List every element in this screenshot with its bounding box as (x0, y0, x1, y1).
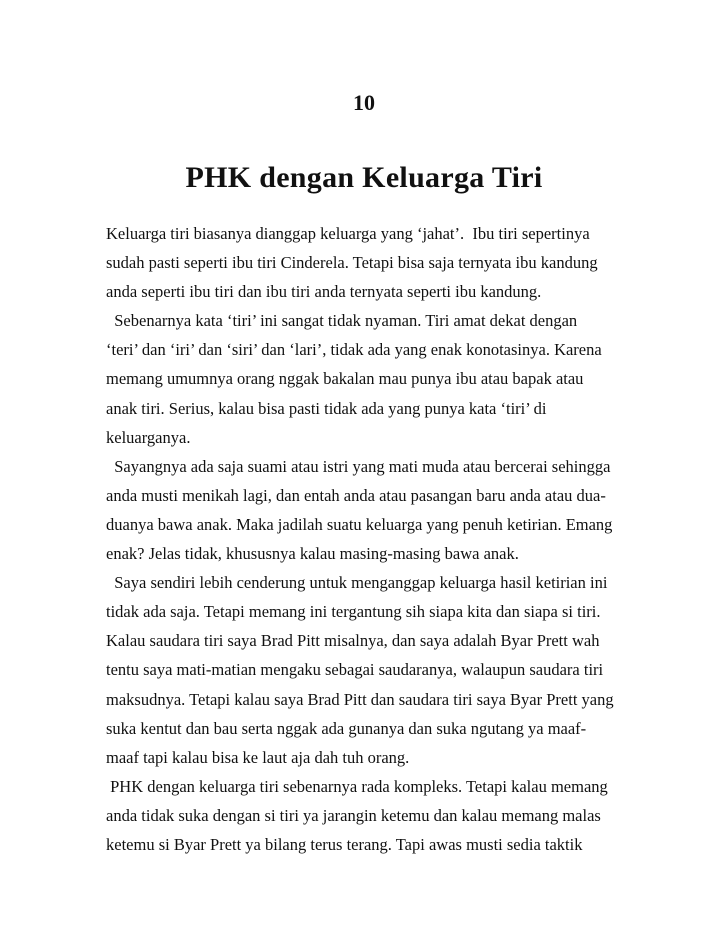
chapter-number (0, 88, 728, 118)
body-text (106, 224, 626, 864)
text-line: PHK dengan keluarga tiri sebenarnya rada kompleks. Tetapi kalau memang (106, 776, 608, 796)
text-line: Sayangnya ada saja suami atau istri yang mati muda atau bercerai sehingga (106, 456, 611, 476)
text-line: maaf tapi kalau bisa ke laut aja dah tuh orang. (106, 747, 410, 767)
text-line: tentu saya mati-matian mengaku sebagai saudaranya, walaupun saudara tiri (106, 660, 604, 680)
text-line: anak tiri. Serius, kalau bisa pasti tidak ada yang punya kata ‘tiri’ di (106, 398, 547, 418)
text-line: maksudnya. Tetapi kalau saya Brad Pitt dan saudara tiri saya Byar Prett yang (106, 689, 614, 709)
text-line: sudah pasti seperti ibu tiri Cinderela. Tetapi bisa saja ternyata ibu kandung (106, 253, 598, 273)
text-line: suka kentut dan bau serta nggak ada gunanya dan suka ngutang ya maaf- (106, 718, 587, 738)
text-line: Kalau saudara tiri saya Brad Pitt misalnya, dan saya adalah Byar Prett wah (106, 631, 600, 651)
text-line: memang umumnya orang nggak bakalan mau punya ibu atau bapak atau (106, 369, 584, 389)
text-line: tidak ada saja. Tetapi memang ini tergantung sih siapa kita dan siapa si tiri. (106, 602, 601, 622)
text-line: Saya sendiri lebih cenderung untuk menganggap keluarga hasil ketirian ini (106, 573, 608, 593)
text-line: anda musti menikah lagi, dan entah anda atau pasangan baru anda atau dua- (106, 485, 606, 505)
text-line: keluarganya. (106, 427, 191, 447)
chapter-title: PHK dengan Keluarga Tiri (185, 161, 543, 194)
text-line: duanya bawa anak. Maka jadilah suatu keluarga yang penuh ketirian. Emang (106, 514, 613, 534)
text-line: ‘teri’ dan ‘iri’ dan ‘siri’ dan ‘lari’, tidak ada yang enak konotasinya. Karena (106, 340, 602, 360)
text-line: anda seperti ibu tiri dan ibu tiri anda ternyata seperti ibu kandung. (106, 282, 542, 302)
text-line: anda tidak suka dengan si tiri ya jarangin ketemu dan kalau memang malas (106, 805, 601, 825)
chapter-number-text: 10 (353, 90, 375, 115)
text-line: enak? Jelas tidak, khususnya kalau masing-masing bawa anak. (106, 544, 519, 564)
text-line: ketemu si Byar Prett ya bilang terus terang. Tapi awas musti sedia taktik (106, 834, 583, 854)
text-line: Sebenarnya kata ‘tiri’ ini sangat tidak nyaman. Tiri amat dekat dengan (106, 311, 578, 331)
text-line: Keluarga tiri biasanya dianggap keluarga yang ‘jahat’. Ibu tiri sepertinya (106, 224, 590, 243)
